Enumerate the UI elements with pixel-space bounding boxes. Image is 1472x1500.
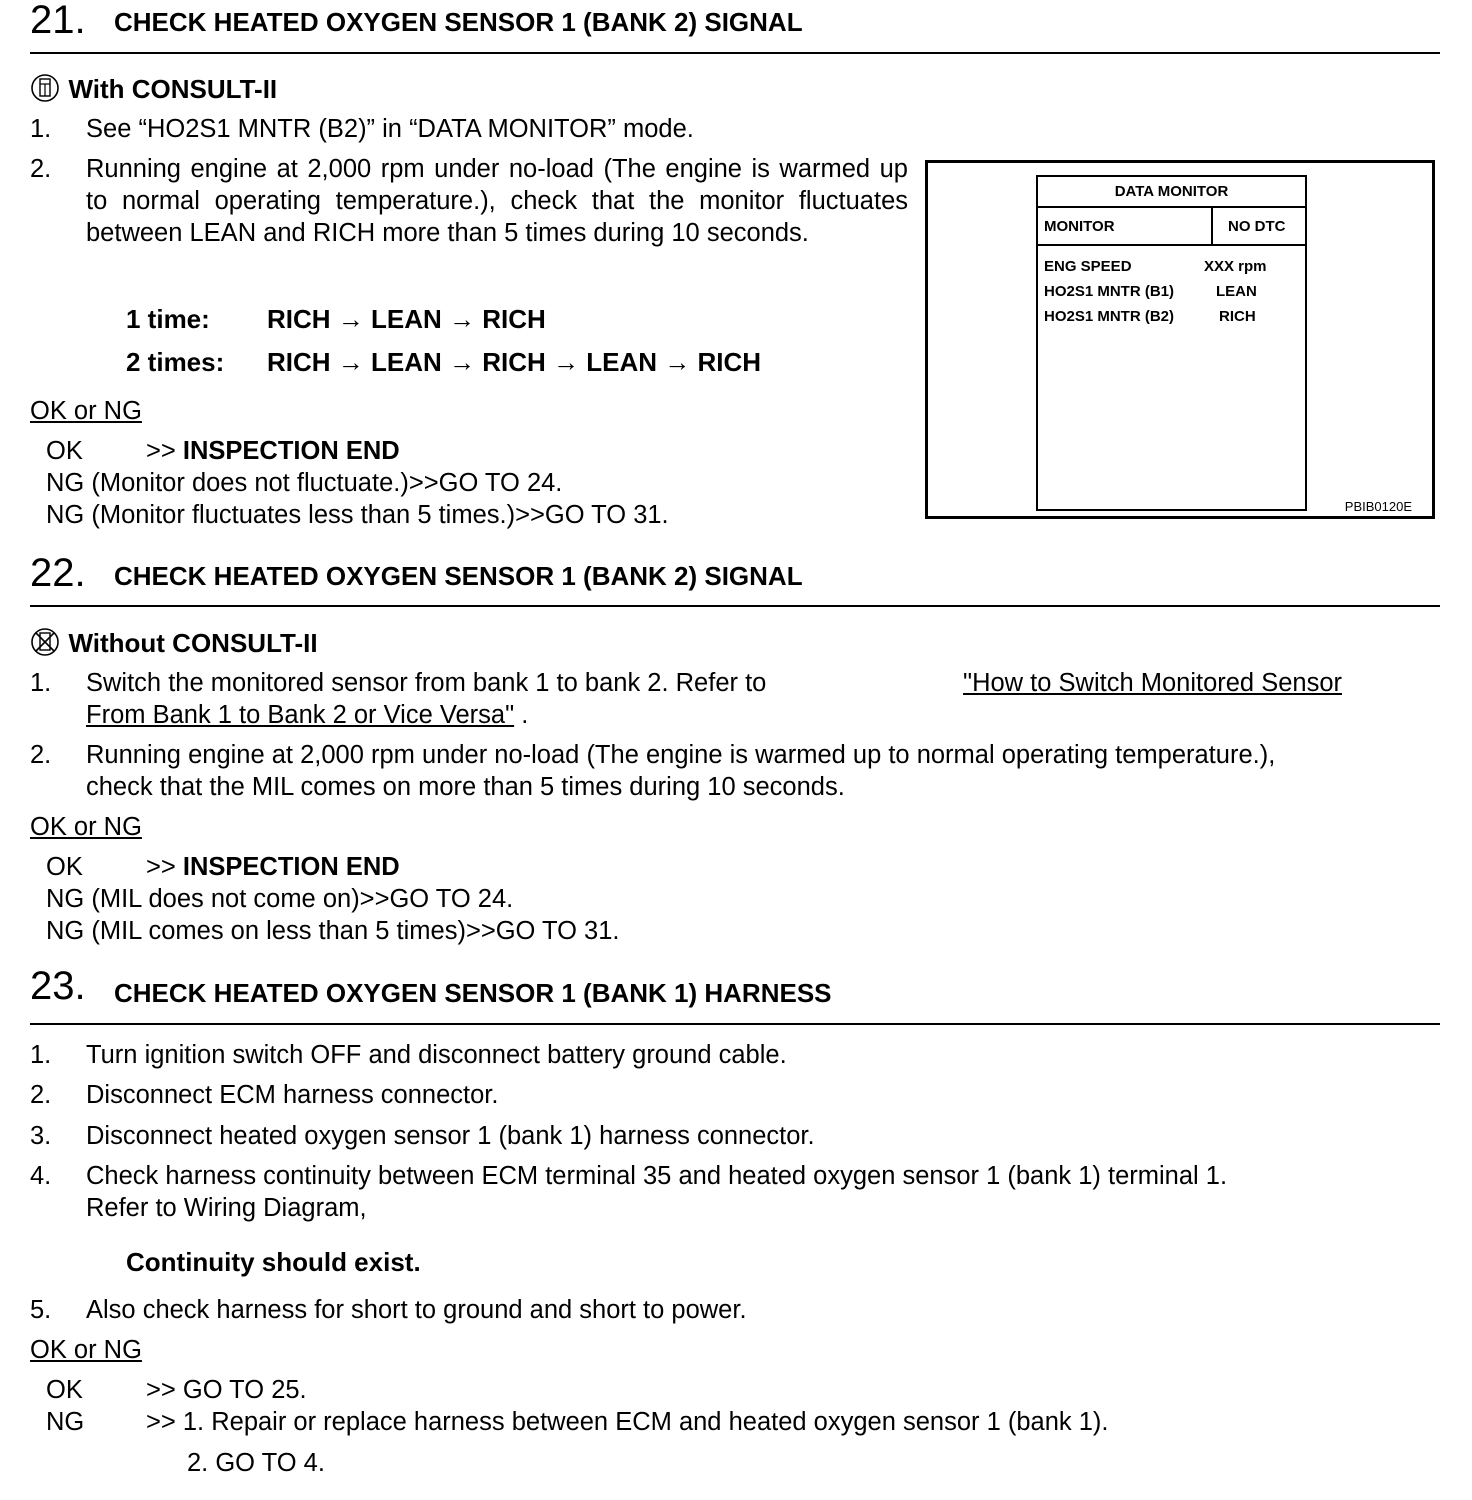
section-23-rule <box>30 1023 1440 1025</box>
consult-icon <box>30 73 60 103</box>
s21-ok-arrow: >> <box>146 437 176 465</box>
section-23-title: CHECK HEATED OXYGEN SENSOR 1 (BANK 1) HARNESS <box>114 978 832 1008</box>
s21-ok-result <box>146 435 400 467</box>
s23-ok-label: OK <box>46 1376 83 1404</box>
s23-step5-text: Also check harness for short to ground and short to power. <box>86 1296 747 1324</box>
s22-step1-end: . <box>514 701 529 729</box>
s22-step1 <box>86 667 1342 731</box>
section-21-mode-label: With CONSULT-II <box>68 74 278 104</box>
s23-step5-number: 5. <box>30 1296 52 1324</box>
section-22-rule <box>30 605 1440 607</box>
section-21-rule <box>30 52 1440 54</box>
figure-title: DATA MONITOR <box>1114 183 1229 200</box>
s23-ng-text: >> 1. Repair or replace harness between ECM and heated oxygen sensor 1 (bank 1). <box>146 1408 1109 1436</box>
how-to-switch-link-part1[interactable]: "How to Switch Monitored Sensor <box>963 669 1342 697</box>
figure-row-label: HO2S1 MNTR (B1) <box>1044 283 1175 300</box>
s21-ok-or-ng: OK or NG <box>30 397 142 425</box>
s22-step2-line1: Running engine at 2,000 rpm under no-load (The engine is warmed up to normal operating temperature.), <box>86 741 1276 769</box>
figure-monitor-label: MONITOR <box>1044 218 1115 235</box>
figure-nodtc-label: NO DTC <box>1228 218 1286 235</box>
s23-ok-text: >> GO TO 25. <box>146 1376 307 1404</box>
data-monitor-figure <box>925 160 1435 519</box>
s23-ng-text-2: 2. GO TO 4. <box>187 1449 325 1477</box>
figure-code: PBIB0120E <box>1344 499 1412 514</box>
s22-ok-or-ng: OK or NG <box>30 813 142 841</box>
s21-spec2-value: RICH → LEAN → RICH → LEAN → RICH <box>267 347 761 377</box>
section-21-number: 21. <box>30 0 86 42</box>
s22-ng2: NG (MIL comes on less than 5 times)>>GO TO 31. <box>46 917 620 945</box>
s23-step-text: Disconnect ECM harness connector. <box>86 1081 499 1109</box>
no-consult-icon <box>30 627 60 657</box>
section-23-number: 23. <box>30 964 86 1008</box>
s22-ok-label: OK <box>46 853 83 881</box>
s23-ng-label: NG <box>46 1408 85 1436</box>
s22-step1-line1 <box>86 667 1342 699</box>
s21-step1-number: 1. <box>30 115 52 143</box>
section-22-title: CHECK HEATED OXYGEN SENSOR 1 (BANK 2) SIGNAL <box>114 561 803 591</box>
s23-step-number: 2. <box>30 1081 52 1109</box>
figure-row-label: HO2S1 MNTR (B2) <box>1044 308 1175 325</box>
s22-ok-arrow: >> <box>146 853 176 881</box>
s22-step2-number: 2. <box>30 741 52 769</box>
s22-step2-line2: check that the MIL comes on more than 5 times during 10 seconds. <box>86 773 845 801</box>
s23-step4-line2: Refer to Wiring Diagram, <box>86 1194 367 1222</box>
s23-step4-number: 4. <box>30 1162 52 1190</box>
s21-step1-text: See “HO2S1 MNTR (B2)” in “DATA MONITOR” mode. <box>86 115 694 143</box>
s23-step-text: Disconnect heated oxygen sensor 1 (bank 1) harness connector. <box>86 1122 815 1150</box>
s22-step1-text: Switch the monitored sensor from bank 1 to bank 2. Refer to <box>86 669 767 697</box>
section-22-mode <box>30 627 318 659</box>
s23-step-number: 3. <box>30 1122 52 1150</box>
figure-row-value: LEAN <box>1216 283 1257 300</box>
how-to-switch-link-part2[interactable]: From Bank 1 to Bank 2 or Vice Versa" <box>86 701 515 729</box>
s21-spec2-label: 2 times: <box>126 347 225 377</box>
s21-step2-number: 2. <box>30 155 52 183</box>
figure-row-value: RICH <box>1219 308 1256 325</box>
s22-step1-line2 <box>86 699 1342 731</box>
s21-ng1: NG (Monitor does not fluctuate.)>>GO TO 24. <box>46 469 563 497</box>
s22-ng1: NG (MIL does not come on)>>GO TO 24. <box>46 885 514 913</box>
s22-ok-result-text: INSPECTION END <box>182 853 400 881</box>
section-21-mode <box>30 73 277 105</box>
s23-step-text: Turn ignition switch OFF and disconnect battery ground cable. <box>86 1041 787 1069</box>
s21-step2-text: Running engine at 2,000 rpm under no-load (The engine is warmed up to normal operating temperature.), check that the monitor fluctuates between LEAN and RICH more than 5 times during 10 seconds. <box>86 155 908 247</box>
s23-step4-line1: Check harness continuity between ECM terminal 35 and heated oxygen sensor 1 (bank 1) terminal 1. <box>86 1162 1228 1190</box>
data-monitor-screen <box>1036 175 1307 511</box>
figure-header-bottom-divider <box>1038 244 1305 246</box>
section-22-number: 22. <box>30 551 86 595</box>
s23-step4 <box>86 1160 1227 1224</box>
s22-step1-number: 1. <box>30 669 52 697</box>
s21-spec1-value: RICH → LEAN → RICH <box>267 304 546 334</box>
s21-ng2: NG (Monitor fluctuates less than 5 times.)>>GO TO 31. <box>46 501 669 529</box>
section-22-mode-label: Without CONSULT-II <box>68 628 318 658</box>
figure-row-value: XXX rpm <box>1204 258 1267 275</box>
s23-spec: Continuity should exist. <box>126 1247 421 1277</box>
s21-spec1-label: 1 time: <box>126 304 210 334</box>
s21-ok-result-text: INSPECTION END <box>182 437 400 465</box>
figure-row-label: ENG SPEED <box>1044 258 1132 275</box>
section-21-title: CHECK HEATED OXYGEN SENSOR 1 (BANK 2) SIGNAL <box>114 7 803 37</box>
s22-ok-result <box>146 851 400 883</box>
s23-ok-or-ng: OK or NG <box>30 1336 142 1364</box>
figure-header-divider <box>1211 206 1213 244</box>
s22-step2 <box>86 739 1275 803</box>
s21-ok-label: OK <box>46 437 83 465</box>
figure-title-divider <box>1038 206 1305 208</box>
s23-step-number: 1. <box>30 1041 52 1069</box>
